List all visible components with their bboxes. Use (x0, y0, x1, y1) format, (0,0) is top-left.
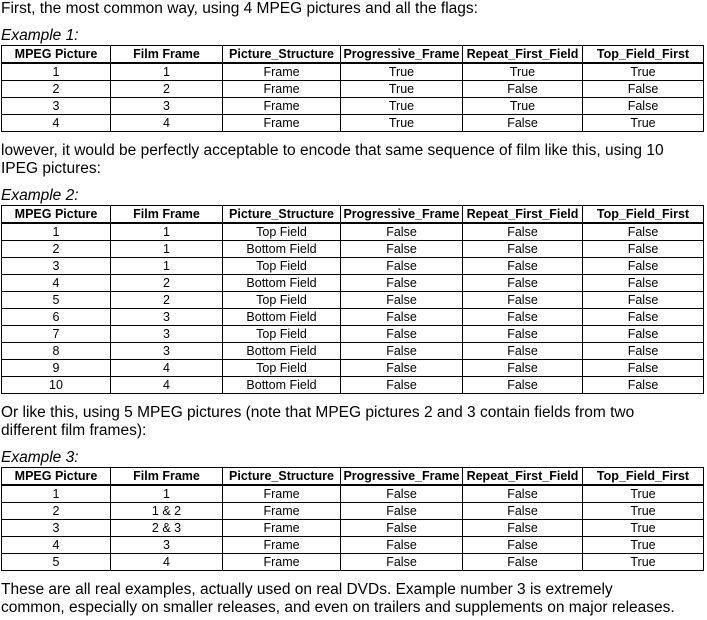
table-row (2, 223, 704, 241)
paragraph-3-line-2: different film frames): (1, 422, 147, 439)
table-cell: 5 (2, 554, 111, 571)
header-picture-structure: Picture_Structure (223, 46, 341, 64)
table-cell: False (341, 485, 463, 503)
table-cell: False (341, 292, 463, 309)
header-progressive-frame: Progressive_Frame (341, 46, 463, 64)
table-cell: 4 (111, 377, 223, 394)
table-cell: False (583, 326, 704, 343)
header-repeat-first-field: Repeat_First_Field (463, 468, 583, 486)
table-cell: True (341, 115, 463, 132)
table-cell: 3 (2, 258, 111, 275)
table-cell: 2 (111, 292, 223, 309)
table-cell: False (341, 309, 463, 326)
table-row (2, 343, 704, 360)
table-cell: Frame (223, 485, 341, 503)
intro-paragraph: First, the most common way, using 4 MPEG pictures and all the flags: (1, 0, 478, 17)
table-row (2, 63, 704, 81)
table-cell: False (463, 81, 583, 98)
header-mpeg-picture: MPEG Picture (2, 468, 111, 486)
table-cell: 2 (2, 81, 111, 98)
table-cell: False (583, 258, 704, 275)
table-cell: False (463, 241, 583, 258)
table-row (2, 309, 704, 326)
header-top-field-first: Top_Field_First (583, 468, 704, 486)
table-cell: 1 (111, 485, 223, 503)
table-cell: False (463, 223, 583, 241)
header-progressive-frame: Progressive_Frame (341, 468, 463, 486)
table-cell: Top Field (223, 258, 341, 275)
example-3-caption: Example 3: (1, 449, 79, 466)
table-cell: 3 (2, 98, 111, 115)
table-cell: Frame (223, 115, 341, 132)
table-cell: True (583, 115, 704, 132)
table-cell: False (463, 115, 583, 132)
table-cell: False (463, 360, 583, 377)
table-cell: Frame (223, 98, 341, 115)
table-cell: False (463, 309, 583, 326)
header-film-frame: Film Frame (111, 468, 223, 486)
table-cell: True (583, 520, 704, 537)
table-cell: 1 & 2 (111, 503, 223, 520)
table-cell: True (583, 537, 704, 554)
header-mpeg-picture: MPEG Picture (2, 46, 111, 64)
table-cell: False (463, 377, 583, 394)
table-cell: 9 (2, 360, 111, 377)
table-cell: Frame (223, 554, 341, 571)
table-cell: False (341, 275, 463, 292)
table-cell: False (583, 309, 704, 326)
table-cell: 2 (111, 81, 223, 98)
example-1-table (1, 45, 704, 132)
table-cell: 3 (2, 520, 111, 537)
table-cell: Top Field (223, 223, 341, 241)
table-cell: False (341, 537, 463, 554)
table-cell: False (463, 503, 583, 520)
table-cell: False (463, 275, 583, 292)
header-mpeg-picture: MPEG Picture (2, 206, 111, 224)
table-cell: Bottom Field (223, 275, 341, 292)
table-row (2, 81, 704, 98)
table-cell: 1 (2, 63, 111, 81)
table-row (2, 554, 704, 571)
table-cell: Frame (223, 537, 341, 554)
table-cell: 2 (2, 503, 111, 520)
table-row (2, 485, 704, 503)
table-cell: Frame (223, 81, 341, 98)
table-cell: True (583, 485, 704, 503)
table-row (2, 360, 704, 377)
table-cell: 3 (111, 98, 223, 115)
table-cell: 8 (2, 343, 111, 360)
table-cell: 1 (2, 223, 111, 241)
table-cell: False (583, 223, 704, 241)
table-cell: 3 (111, 309, 223, 326)
table-cell: False (583, 292, 704, 309)
table-cell: Top Field (223, 292, 341, 309)
table-cell: Bottom Field (223, 343, 341, 360)
table-cell: False (583, 360, 704, 377)
table-row (2, 98, 704, 115)
table-cell: False (341, 503, 463, 520)
table-cell: 6 (2, 309, 111, 326)
table-cell: 1 (111, 223, 223, 241)
header-picture-structure: Picture_Structure (223, 206, 341, 224)
table-row (2, 503, 704, 520)
table-row (2, 241, 704, 258)
example-3-table (1, 467, 704, 571)
header-film-frame: Film Frame (111, 46, 223, 64)
table-cell: 4 (2, 537, 111, 554)
table-cell: 2 & 3 (111, 520, 223, 537)
table-cell: 1 (111, 258, 223, 275)
table-row (2, 326, 704, 343)
table-cell: False (583, 275, 704, 292)
table-cell: 4 (111, 115, 223, 132)
table-cell: 2 (2, 241, 111, 258)
table-cell: False (583, 241, 704, 258)
table-cell: 3 (111, 537, 223, 554)
table-cell: 1 (111, 241, 223, 258)
table-cell: True (341, 98, 463, 115)
table-cell: 4 (2, 115, 111, 132)
table-cell: Frame (223, 503, 341, 520)
header-top-field-first: Top_Field_First (583, 46, 704, 64)
table-cell: Top Field (223, 326, 341, 343)
paragraph-3-line-1: Or like this, using 5 MPEG pictures (note that MPEG pictures 2 and 3 contain fields from two (1, 404, 635, 421)
table-cell: True (463, 63, 583, 81)
table-cell: True (341, 63, 463, 81)
table-cell: False (341, 223, 463, 241)
table-row (2, 275, 704, 292)
table-cell: False (463, 485, 583, 503)
table-cell: False (463, 537, 583, 554)
table-cell: Top Field (223, 360, 341, 377)
table-cell: True (583, 554, 704, 571)
example-2-body (2, 223, 704, 394)
example-2-caption: Example 2: (1, 187, 79, 204)
header-repeat-first-field: Repeat_First_Field (463, 46, 583, 64)
table-cell: True (341, 81, 463, 98)
table-cell: False (583, 377, 704, 394)
header-progressive-frame: Progressive_Frame (341, 206, 463, 224)
table-cell: False (583, 81, 704, 98)
table-cell: False (341, 241, 463, 258)
table-cell: False (341, 360, 463, 377)
table-cell: False (463, 343, 583, 360)
table-cell: 10 (2, 377, 111, 394)
table-cell: False (463, 554, 583, 571)
table-cell: False (341, 326, 463, 343)
table-cell: 3 (111, 343, 223, 360)
table-cell: False (341, 554, 463, 571)
example-1-body (2, 63, 704, 132)
table-cell: Bottom Field (223, 309, 341, 326)
example-2-table (1, 205, 704, 394)
table-cell: 7 (2, 326, 111, 343)
table-cell: Frame (223, 520, 341, 537)
table-cell: True (463, 98, 583, 115)
table-row (2, 115, 704, 132)
table-cell: Bottom Field (223, 377, 341, 394)
table-cell: 4 (2, 275, 111, 292)
table-cell: 4 (111, 360, 223, 377)
paragraph-4-line-2: common, especially on smaller releases, and even on trailers and supplements on major releases. (1, 599, 675, 616)
header-film-frame: Film Frame (111, 206, 223, 224)
paragraph-4-line-1: These are all real examples, actually used on real DVDs. Example number 3 is extremely (1, 581, 613, 598)
table-cell: False (463, 326, 583, 343)
table-cell: False (583, 98, 704, 115)
table-cell: False (463, 520, 583, 537)
table-cell: False (341, 343, 463, 360)
example-3-body (2, 485, 704, 571)
header-repeat-first-field: Repeat_First_Field (463, 206, 583, 224)
table-cell: Bottom Field (223, 241, 341, 258)
header-picture-structure: Picture_Structure (223, 468, 341, 486)
example-1-caption: Example 1: (1, 27, 79, 44)
table-cell: False (341, 520, 463, 537)
table-cell: 1 (2, 485, 111, 503)
table-cell: 4 (111, 554, 223, 571)
table-cell: False (341, 377, 463, 394)
header-top-field-first: Top_Field_First (583, 206, 704, 224)
table-row (2, 520, 704, 537)
table-cell: False (463, 258, 583, 275)
table-cell: 2 (111, 275, 223, 292)
table-cell: 5 (2, 292, 111, 309)
table-cell: False (341, 258, 463, 275)
paragraph-2-line-1: lowever, it would be perfectly acceptable to encode that same sequence of film like this, using 10 (1, 142, 664, 159)
table-cell: Frame (223, 63, 341, 81)
table-row (2, 537, 704, 554)
table-cell: 3 (111, 326, 223, 343)
paragraph-2-line-2: IPEG pictures: (1, 160, 101, 177)
table-cell: True (583, 503, 704, 520)
table-cell: True (583, 63, 704, 81)
table-cell: False (463, 292, 583, 309)
table-row (2, 292, 704, 309)
table-row (2, 258, 704, 275)
table-cell: False (583, 343, 704, 360)
table-cell: 1 (111, 63, 223, 81)
table-row (2, 377, 704, 394)
